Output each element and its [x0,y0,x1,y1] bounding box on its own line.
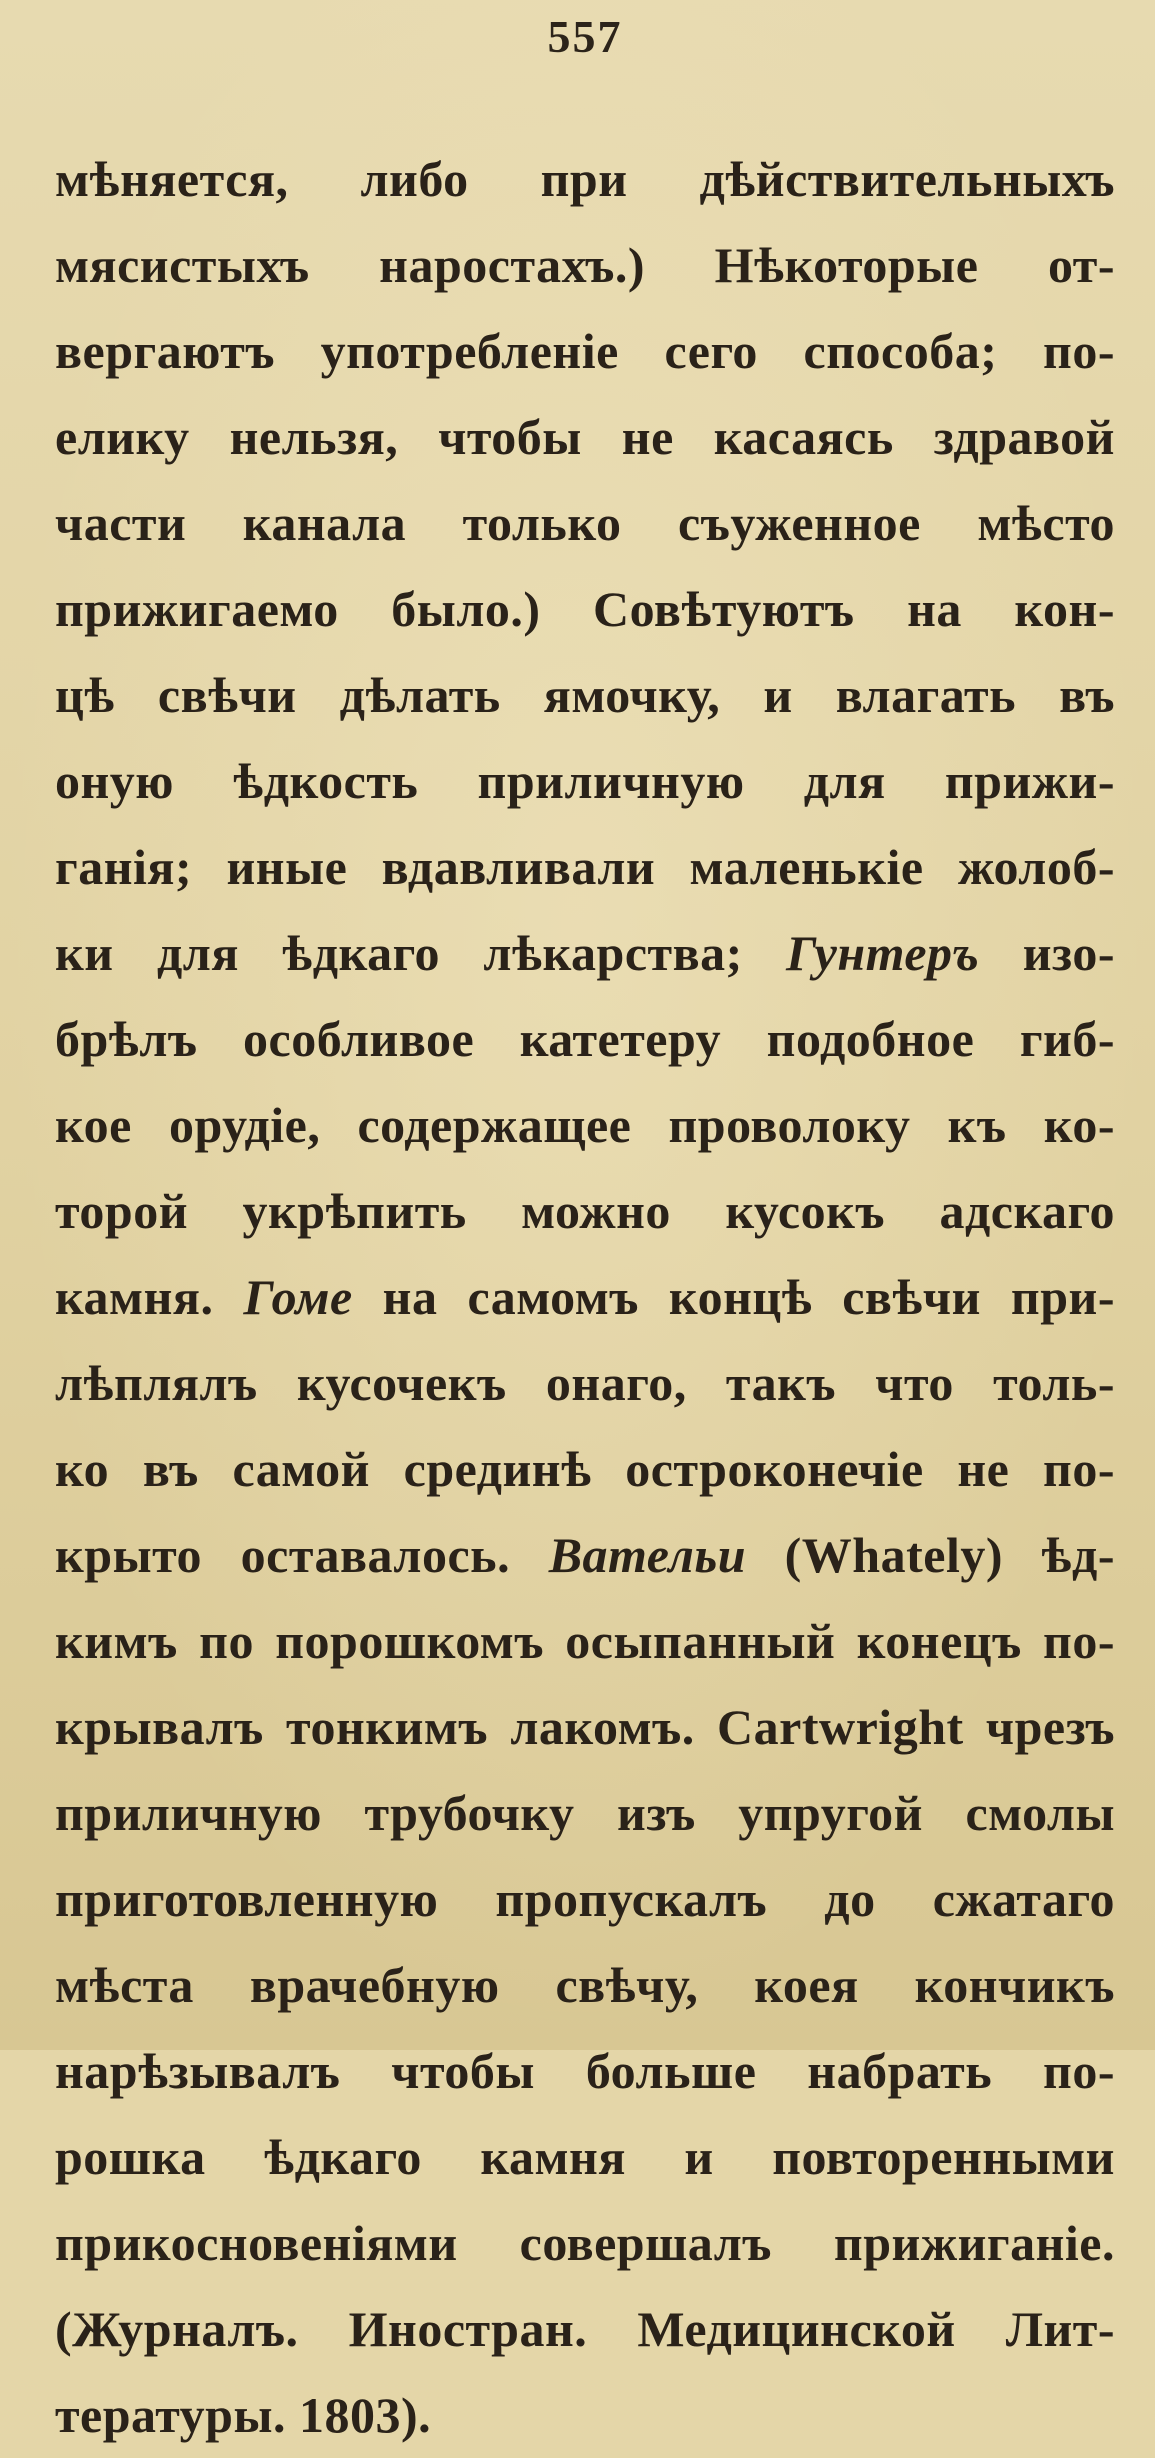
text-segment: тературы. 1803). [55,2387,432,2443]
text-line [55,1598,1115,1684]
text-segment: кимъ по порошкомъ осыпанный конецъ по- [55,1613,1115,1669]
text-segment: лѣплялъ кусочекъ онаго, такъ что толь- [55,1355,1115,1411]
text-segment: (Журналъ. Иностран. Медицинской Лит- [55,2301,1115,2357]
text-line [55,1942,1115,2028]
text-line [55,1770,1115,1856]
text-line [55,996,1115,1082]
text-segment: ганія; иные вдавливали маленькіе жолоб- [55,839,1115,895]
text-segment: прижигаемо было.) Совѣтуютъ на кон- [55,581,1115,637]
text-line [55,2114,1115,2200]
text-line [55,308,1115,394]
text-line [55,2372,1115,2458]
text-segment: ко въ самой срединѣ остроконечіе не по- [55,1441,1115,1497]
text-segment: приготовленную пропускалъ до сжатаго [55,1871,1115,1927]
text-segment: крыто оставалось. [55,1527,549,1583]
text-segment: камня. [55,1269,244,1325]
page-number: 557 [547,11,623,62]
text-line [55,2286,1115,2372]
text-line [55,1168,1115,1254]
text-line [55,2200,1115,2286]
text-line [55,222,1115,308]
text-segment: вергаютъ употребленіе сего способа; по- [55,323,1115,379]
text-line [55,480,1115,566]
text-line [55,1512,1115,1598]
text-segment: елику нельзя, чтобы не касаясь здравой [55,409,1115,465]
text-segment: (Whately) ѣд- [746,1527,1116,1583]
text-line [55,566,1115,652]
text-segment: прикосновеніями совершалъ прижиганіе. [55,2215,1115,2271]
text-line [55,910,1115,996]
text-segment: цѣ свѣчи дѣлать ямочку, и влагать въ [55,667,1115,723]
text-segment: на самомъ концѣ свѣчи при- [352,1269,1115,1325]
text-line [55,738,1115,824]
text-line [55,136,1115,222]
body-text [55,136,1115,2458]
text-segment: крывалъ тонкимъ лакомъ. Cartwright чрезъ [55,1699,1115,1755]
text-segment: части канала только съуженное мѣсто [55,495,1115,551]
text-line [55,1254,1115,1340]
text-segment: кое орудіе, содержащее проволоку къ ко- [55,1097,1115,1153]
text-line [55,1340,1115,1426]
text-segment: мѣняется, либо при дѣйствительныхъ [55,151,1115,207]
text-line [55,394,1115,480]
text-segment: брѣлъ особливое катетеру подобное гиб- [55,1011,1115,1067]
text-line [55,2028,1115,2114]
text-line [55,652,1115,738]
text-segment: изо- [979,925,1115,981]
text-line [55,1856,1115,1942]
text-segment: мѣста врачебную свѣчу, коея кончикъ [55,1957,1115,2013]
text-line [55,824,1115,910]
text-line [55,1684,1115,1770]
text-segment: нарѣзывалъ чтобы больше набрать по- [55,2043,1115,2099]
text-line [55,1082,1115,1168]
text-segment: торой укрѣпить можно кусокъ адскаго [55,1183,1115,1239]
text-segment: ки для ѣдкаго лѣкарства; [55,925,787,981]
text-segment: приличную трубочку изъ упругой смолы [55,1785,1115,1841]
text-segment: рошка ѣдкаго камня и повторенными [55,2129,1115,2185]
italic-name: Гунтеръ [786,925,980,981]
text-line [55,1426,1115,1512]
italic-name: Гоме [243,1269,353,1325]
text-segment: оную ѣдкость приличную для прижи- [55,753,1115,809]
text-segment: мясистыхъ наростахъ.) Нѣкоторые от- [55,237,1115,293]
italic-name: Вательи [548,1527,747,1583]
